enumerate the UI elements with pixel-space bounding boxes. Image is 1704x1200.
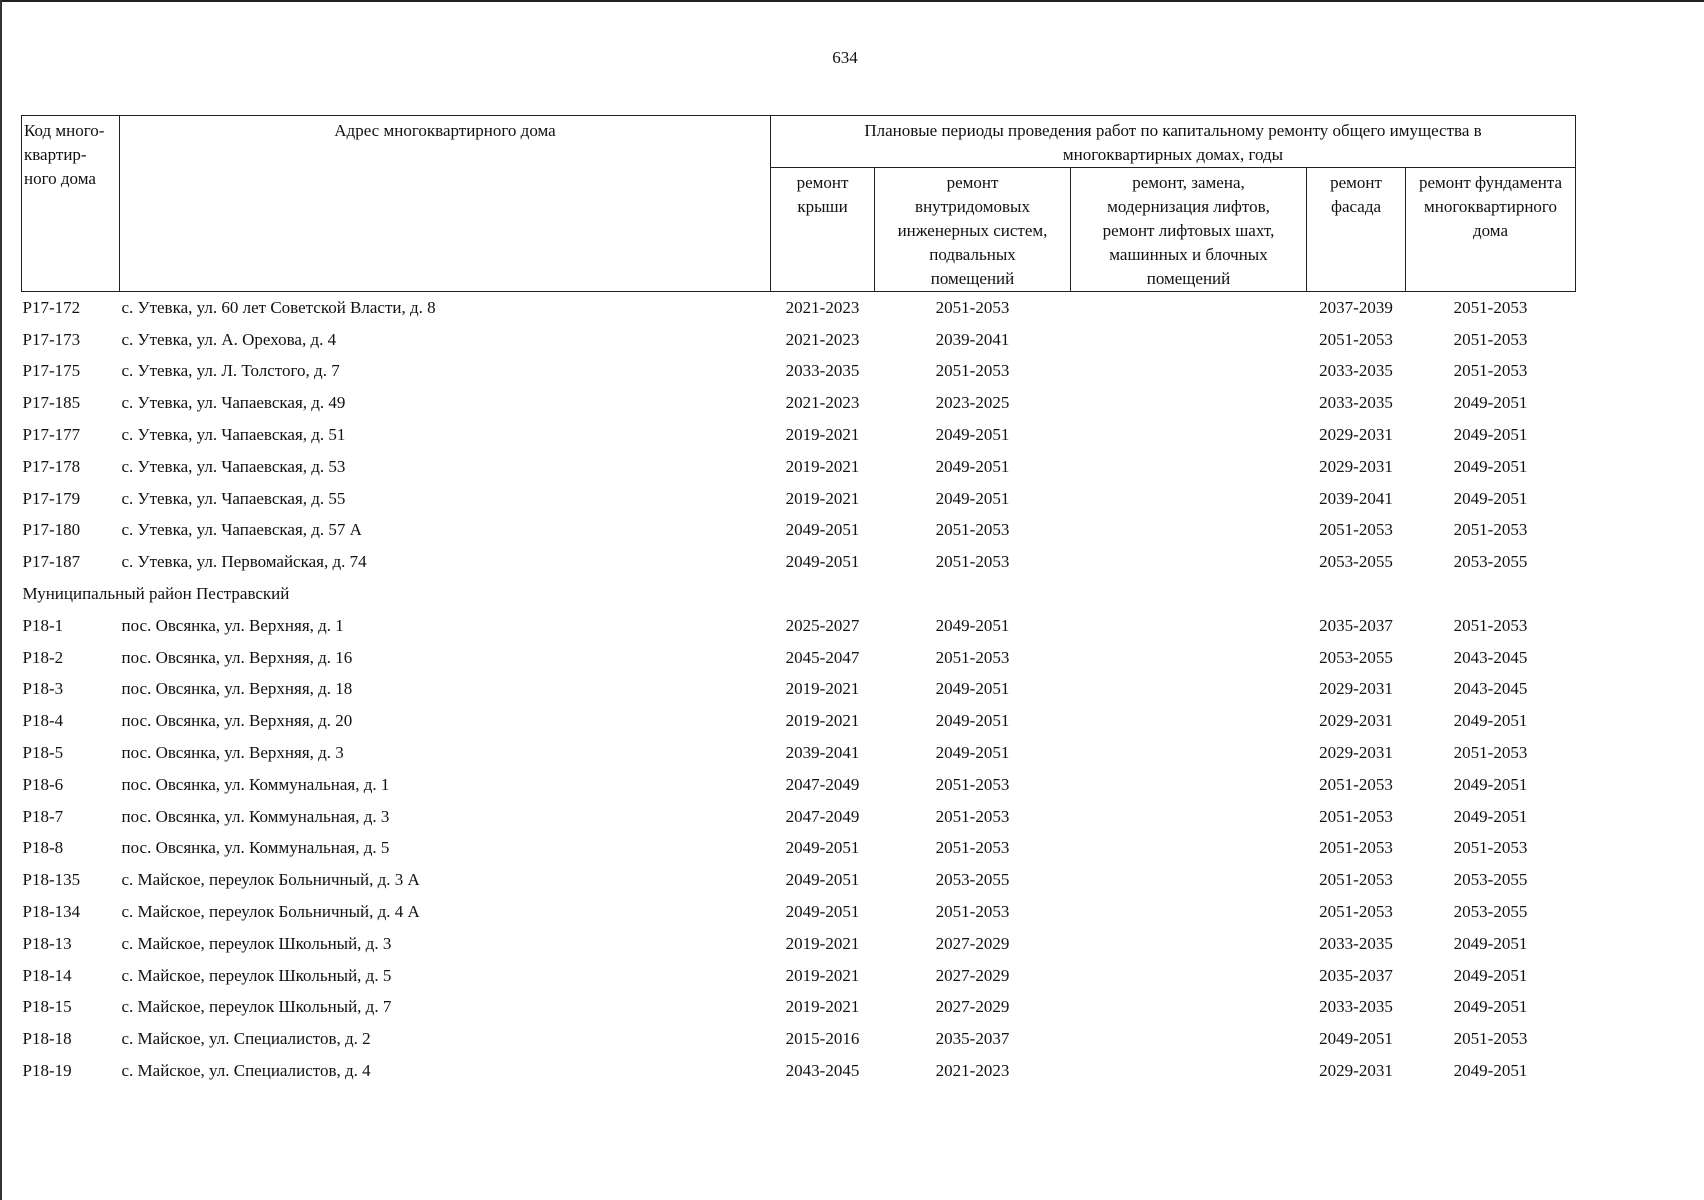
cell-address: с. Майское, переулок Больничный, д. 4 А [121, 902, 420, 922]
cell-code: Р18-19 [22, 1061, 72, 1081]
cell-roof: 2043-2045 [785, 1061, 860, 1081]
cell-address: с. Утевка, ул. Чапаевская, д. 55 [121, 488, 346, 508]
cell-systems: 2023-2025 [935, 393, 1010, 413]
cell-foundation: 2051-2053 [1453, 361, 1528, 381]
cell-facade: 2029-2031 [1319, 456, 1393, 476]
cell-address: с. Майское, переулок Больничный, д. 3 А [121, 870, 420, 890]
cell-facade: 2033-2035 [1319, 393, 1393, 413]
cell-roof: 2015-2016 [785, 1029, 860, 1049]
cell-roof: 2021-2023 [785, 393, 860, 413]
table-row [22, 515, 1576, 547]
cell-code: Р18-1 [22, 615, 64, 635]
cell-roof: 2019-2021 [785, 425, 860, 445]
section-row [22, 578, 1576, 610]
table-row [22, 801, 1576, 833]
cell-systems: 2035-2037 [935, 1029, 1010, 1049]
cell-roof: 2049-2051 [785, 902, 860, 922]
cell-roof: 2039-2041 [785, 743, 860, 763]
cell-address: с. Утевка, ул. 60 лет Советской Власти, д. 8 [121, 297, 436, 317]
cell-systems: 2051-2053 [935, 552, 1010, 572]
cell-address: пос. Овсянка, ул. Верхняя, д. 20 [121, 711, 353, 731]
cell-address: с. Утевка, ул. А. Орехова, д. 4 [121, 329, 337, 349]
cell-foundation: 2053-2055 [1453, 552, 1528, 572]
cell-lifts [1071, 292, 1307, 324]
cell-code: Р17-187 [22, 552, 81, 572]
table-body [22, 292, 1576, 1087]
cell-foundation: 2051-2053 [1453, 743, 1528, 763]
cell-foundation: 2049-2051 [1453, 488, 1528, 508]
header-periods: Плановые периоды проведения работ по капитальному ремонту общего имущества в многоквартирных домах, годы [771, 116, 1576, 168]
cell-lifts [1071, 419, 1307, 451]
cell-code: Р18-15 [22, 997, 72, 1017]
cell-facade: 2035-2037 [1319, 965, 1393, 985]
cell-roof: 2019-2021 [785, 488, 860, 508]
header-facade: ремонт фасада [1307, 168, 1406, 292]
cell-code: Р17-179 [22, 488, 81, 508]
cell-systems: 2049-2051 [935, 488, 1010, 508]
cell-lifts [1071, 451, 1307, 483]
cell-lifts [1071, 356, 1307, 388]
cell-systems: 2027-2029 [935, 965, 1010, 985]
cell-lifts [1071, 483, 1307, 515]
cell-lifts [1071, 515, 1307, 547]
cell-code: Р17-177 [22, 425, 81, 445]
cell-facade: 2051-2053 [1319, 520, 1393, 540]
cell-lifts [1071, 1055, 1307, 1087]
cell-code: Р17-173 [22, 329, 81, 349]
cell-systems: 2049-2051 [935, 425, 1010, 445]
cell-systems: 2027-2029 [935, 997, 1010, 1017]
cell-systems: 2021-2023 [935, 1061, 1010, 1081]
cell-facade: 2035-2037 [1319, 615, 1393, 635]
table-row [22, 451, 1576, 483]
cell-foundation: 2049-2051 [1453, 806, 1528, 826]
cell-systems: 2049-2051 [935, 679, 1010, 699]
cell-code: Р18-6 [22, 774, 64, 794]
cell-facade: 2039-2041 [1319, 488, 1393, 508]
cell-address: пос. Овсянка, ул. Коммунальная, д. 3 [121, 806, 390, 826]
cell-roof: 2033-2035 [785, 361, 860, 381]
repair-schedule-table [21, 115, 1576, 1087]
table-row [22, 737, 1576, 769]
cell-lifts [1071, 546, 1307, 578]
cell-facade: 2051-2053 [1319, 774, 1393, 794]
cell-code: Р18-8 [22, 838, 64, 858]
cell-lifts [1071, 992, 1307, 1024]
table-row [22, 769, 1576, 801]
table-row [22, 292, 1576, 324]
cell-roof: 2019-2021 [785, 997, 860, 1017]
cell-roof: 2021-2023 [785, 329, 860, 349]
section-title: Муниципальный район Пестравский [22, 584, 290, 604]
cell-foundation: 2051-2053 [1453, 615, 1528, 635]
cell-address: с. Утевка, ул. Л. Толстого, д. 7 [121, 361, 340, 381]
cell-lifts [1071, 864, 1307, 896]
cell-code: Р18-5 [22, 743, 64, 763]
cell-facade: 2051-2053 [1319, 806, 1393, 826]
cell-systems: 2049-2051 [935, 615, 1010, 635]
cell-foundation: 2051-2053 [1453, 329, 1528, 349]
cell-foundation: 2043-2045 [1453, 679, 1528, 699]
table-row [22, 674, 1576, 706]
table-row [22, 864, 1576, 896]
cell-systems: 2049-2051 [935, 711, 1010, 731]
cell-lifts [1071, 833, 1307, 865]
cell-code: Р18-7 [22, 806, 64, 826]
cell-facade: 2051-2053 [1319, 329, 1393, 349]
cell-roof: 2045-2047 [785, 647, 860, 667]
cell-code: Р17-175 [22, 361, 81, 381]
cell-lifts [1071, 387, 1307, 419]
cell-lifts [1071, 769, 1307, 801]
cell-lifts [1071, 801, 1307, 833]
page-left-border [0, 0, 2, 1200]
table-row [22, 928, 1576, 960]
cell-lifts [1071, 610, 1307, 642]
cell-roof: 2049-2051 [785, 870, 860, 890]
cell-roof: 2021-2023 [785, 297, 860, 317]
cell-systems: 2051-2053 [935, 520, 1010, 540]
cell-foundation: 2051-2053 [1453, 520, 1528, 540]
cell-foundation: 2049-2051 [1453, 965, 1528, 985]
table-row [22, 324, 1576, 356]
cell-facade: 2029-2031 [1319, 711, 1393, 731]
cell-foundation: 2049-2051 [1453, 456, 1528, 476]
cell-code: Р18-3 [22, 679, 64, 699]
cell-systems: 2051-2053 [935, 774, 1010, 794]
cell-roof: 2049-2051 [785, 552, 860, 572]
cell-facade: 2029-2031 [1319, 679, 1393, 699]
cell-address: с. Утевка, ул. Чапаевская, д. 57 А [121, 520, 362, 540]
cell-foundation: 2049-2051 [1453, 425, 1528, 445]
cell-code: Р18-4 [22, 711, 64, 731]
cell-foundation: 2049-2051 [1453, 933, 1528, 953]
cell-facade: 2049-2051 [1319, 1029, 1393, 1049]
table-row [22, 642, 1576, 674]
table-row [22, 992, 1576, 1024]
cell-systems: 2027-2029 [935, 933, 1010, 953]
cell-facade: 2051-2053 [1319, 838, 1393, 858]
cell-facade: 2033-2035 [1319, 361, 1393, 381]
cell-foundation: 2049-2051 [1453, 711, 1528, 731]
cell-facade: 2029-2031 [1319, 425, 1393, 445]
cell-foundation: 2049-2051 [1453, 774, 1528, 794]
cell-code: Р17-180 [22, 520, 81, 540]
cell-address: с. Утевка, ул. Чапаевская, д. 53 [121, 456, 346, 476]
cell-facade: 2033-2035 [1319, 933, 1393, 953]
table-row [22, 960, 1576, 992]
table-row [22, 483, 1576, 515]
table-row [22, 1023, 1576, 1055]
cell-address: с. Майское, ул. Специалистов, д. 4 [121, 1061, 371, 1081]
cell-facade: 2051-2053 [1319, 902, 1393, 922]
header-lifts: ремонт, замена, модернизация лифтов, ремонт лифтовых шахт, машинных и блочных помещений [1071, 168, 1307, 292]
cell-roof: 2047-2049 [785, 774, 860, 794]
cell-lifts [1071, 705, 1307, 737]
cell-facade: 2037-2039 [1319, 297, 1393, 317]
header-systems: ремонт внутридомовых инженерных систем, подвальных помещений [875, 168, 1071, 292]
cell-facade: 2033-2035 [1319, 997, 1393, 1017]
cell-roof: 2047-2049 [785, 806, 860, 826]
cell-code: Р17-172 [22, 297, 81, 317]
cell-lifts [1071, 896, 1307, 928]
cell-systems: 2053-2055 [935, 870, 1010, 890]
header-code: Код много- квартир- ного дома [22, 116, 120, 292]
cell-code: Р18-13 [22, 933, 72, 953]
cell-address: пос. Овсянка, ул. Верхняя, д. 1 [121, 615, 344, 635]
cell-roof: 2025-2027 [785, 615, 860, 635]
cell-facade: 2029-2031 [1319, 1061, 1393, 1081]
table-row [22, 610, 1576, 642]
cell-foundation: 2053-2055 [1453, 902, 1528, 922]
cell-address: пос. Овсянка, ул. Коммунальная, д. 1 [121, 774, 390, 794]
cell-facade: 2053-2055 [1319, 552, 1393, 572]
table-row [22, 419, 1576, 451]
table-row [22, 896, 1576, 928]
cell-systems: 2051-2053 [935, 902, 1010, 922]
cell-foundation: 2049-2051 [1453, 393, 1528, 413]
table-row [22, 833, 1576, 865]
cell-lifts [1071, 960, 1307, 992]
cell-systems: 2051-2053 [935, 361, 1010, 381]
cell-foundation: 2043-2045 [1453, 647, 1528, 667]
cell-systems: 2051-2053 [935, 647, 1010, 667]
cell-lifts [1071, 674, 1307, 706]
cell-address: с. Утевка, ул. Первомайская, д. 74 [121, 552, 367, 572]
cell-facade: 2053-2055 [1319, 647, 1393, 667]
cell-lifts [1071, 324, 1307, 356]
cell-address: пос. Овсянка, ул. Верхняя, д. 3 [121, 743, 344, 763]
cell-roof: 2019-2021 [785, 965, 860, 985]
header-roof: ремонт крыши [771, 168, 875, 292]
cell-roof: 2019-2021 [785, 711, 860, 731]
cell-foundation: 2051-2053 [1453, 1029, 1528, 1049]
cell-lifts [1071, 642, 1307, 674]
cell-code: Р18-2 [22, 647, 64, 667]
cell-foundation: 2049-2051 [1453, 997, 1528, 1017]
cell-address: с. Утевка, ул. Чапаевская, д. 49 [121, 393, 346, 413]
cell-address: с. Майское, переулок Школьный, д. 7 [121, 997, 392, 1017]
page-top-border [0, 0, 1704, 2]
cell-roof: 2019-2021 [785, 679, 860, 699]
cell-code: Р17-185 [22, 393, 81, 413]
cell-address: пос. Овсянка, ул. Верхняя, д. 16 [121, 647, 353, 667]
header-foundation: ремонт фундамента многоквартирного дома [1406, 168, 1576, 292]
table-header-row [22, 116, 1576, 168]
table-row [22, 546, 1576, 578]
cell-systems: 2049-2051 [935, 743, 1010, 763]
header-address: Адрес многоквартирного дома [120, 116, 771, 292]
cell-foundation: 2051-2053 [1453, 297, 1528, 317]
cell-lifts [1071, 928, 1307, 960]
cell-roof: 2019-2021 [785, 933, 860, 953]
cell-systems: 2051-2053 [935, 838, 1010, 858]
cell-address: пос. Овсянка, ул. Верхняя, д. 18 [121, 679, 353, 699]
cell-systems: 2049-2051 [935, 456, 1010, 476]
cell-address: пос. Овсянка, ул. Коммунальная, д. 5 [121, 838, 390, 858]
cell-systems: 2051-2053 [935, 806, 1010, 826]
cell-systems: 2039-2041 [935, 329, 1010, 349]
cell-code: Р17-178 [22, 456, 81, 476]
cell-facade: 2029-2031 [1319, 743, 1393, 763]
table-row [22, 1055, 1576, 1087]
cell-roof: 2019-2021 [785, 456, 860, 476]
cell-roof: 2049-2051 [785, 838, 860, 858]
cell-code: Р18-14 [22, 965, 72, 985]
cell-code: Р18-18 [22, 1029, 72, 1049]
cell-code: Р18-134 [22, 902, 81, 922]
cell-foundation: 2053-2055 [1453, 870, 1528, 890]
cell-foundation: 2051-2053 [1453, 838, 1528, 858]
cell-roof: 2049-2051 [785, 520, 860, 540]
table-row [22, 705, 1576, 737]
cell-lifts [1071, 1023, 1307, 1055]
cell-code: Р18-135 [22, 870, 81, 890]
cell-systems: 2051-2053 [935, 297, 1010, 317]
cell-address: с. Майское, ул. Специалистов, д. 2 [121, 1029, 371, 1049]
table-row [22, 387, 1576, 419]
table-row [22, 356, 1576, 388]
page-number: 634 [832, 48, 858, 67]
cell-foundation: 2049-2051 [1453, 1061, 1528, 1081]
cell-facade: 2051-2053 [1319, 870, 1393, 890]
cell-address: с. Майское, переулок Школьный, д. 3 [121, 933, 392, 953]
cell-address: с. Майское, переулок Школьный, д. 5 [121, 965, 392, 985]
cell-lifts [1071, 737, 1307, 769]
cell-address: с. Утевка, ул. Чапаевская, д. 51 [121, 425, 346, 445]
